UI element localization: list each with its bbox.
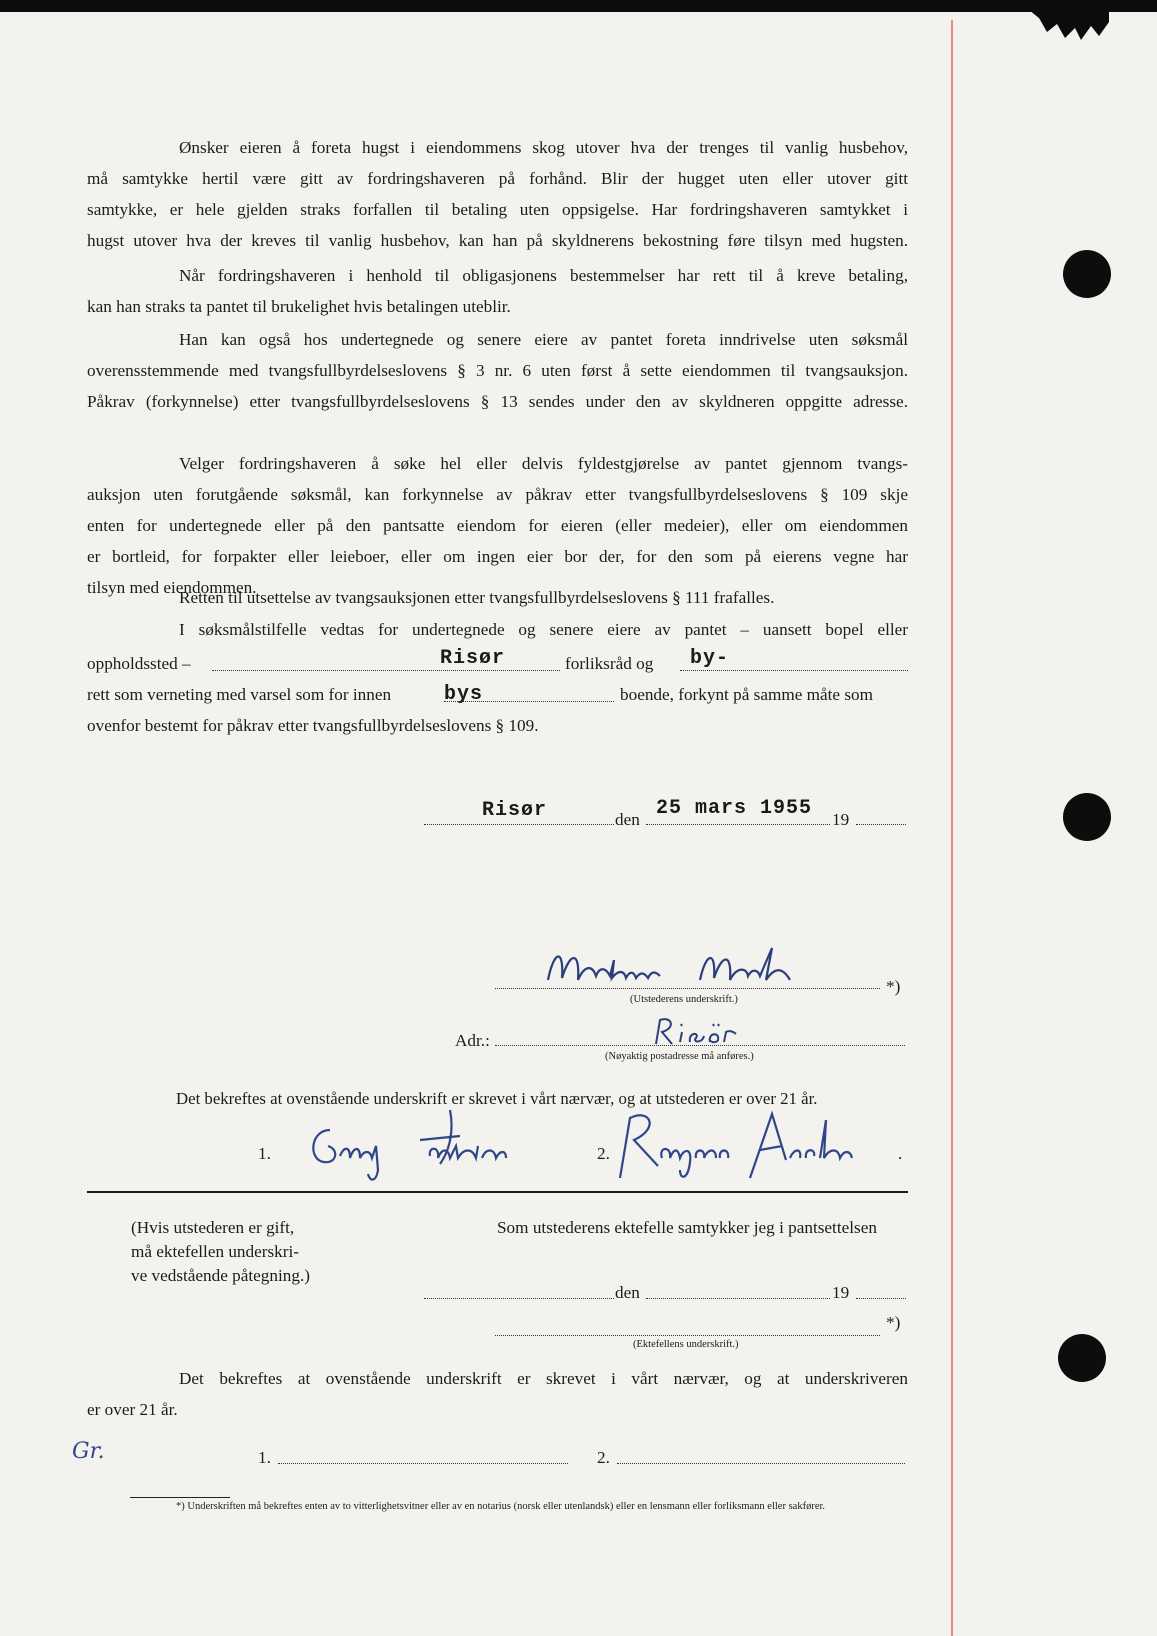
witness-period: . [898, 1144, 903, 1163]
spouse-note-line1: (Hvis utstederen er gift, [131, 1218, 295, 1237]
text-line: Påkrav (forkynnelse) etter tvangsfullbyrdelseslovens § 13 sendes under den av skyldneren oppgitte adresse. [87, 392, 908, 411]
text-line: samtykke, er hele gjelden straks forfallen til betaling uten oppsigelse. Har fordringshaveren samtykket i [87, 200, 908, 219]
text-line: hugst utover hva der kreves til vanlig husbehov, kan han på skyldnerens bekostning føre tilsyn med hugsten. [87, 231, 908, 250]
blank-line [424, 824, 614, 825]
margin-line [951, 20, 953, 1636]
blank-line [646, 824, 830, 825]
text-line: overensstemmende med tvangsfullbyrdelseslovens § 3 nr. 6 uten først å sette eiendommen til tvangsauksjon. [87, 361, 908, 380]
blank-line [444, 701, 614, 702]
spouse-consent: Som utstederens ektefelle samtykker jeg i pantsettelsen [497, 1218, 877, 1237]
punch-hole-bottom [1058, 1334, 1106, 1382]
text-line: må samtykke hertil være gitt av fordringshaveren på forhånd. Blir der hugget uten eller utover gitt [87, 169, 908, 188]
text-line: I søksmålstilfelle vedtas for undertegnede og senere eiere av pantet – uansett bopel eller [179, 620, 908, 639]
address-caption: (Nøyaktig postadresse må anføres.) [605, 1051, 754, 1062]
punch-hole-middle [1063, 793, 1111, 841]
torn-corner [1029, 10, 1109, 50]
venue-label-court: rett som verneting med varsel som for innen [87, 685, 392, 704]
issuer-signature-line [495, 988, 880, 989]
issuer-signature-caption: (Utstederens underskrift.) [630, 994, 738, 1005]
witness-number-1: 1. [258, 1144, 271, 1163]
witness2-initials: Gr. [72, 1439, 105, 1464]
spouse-note-line3: ve vedstående påtegning.) [131, 1266, 310, 1285]
text-line: auksjon uten forutgående søksmål, kan forkynnelse av påkrav etter tvangsfullbyrdelseslovens § 109 skje [87, 485, 908, 504]
venue-label-resident: boende, forkynt på samme måte som [620, 685, 873, 704]
text-line: Retten til utsettelse av tvangsauksjonen etter tvangsfullbyrdelseslovens § 111 frafalles. [179, 588, 775, 607]
blank-line [617, 1463, 905, 1464]
witness2-number-2: 2. [597, 1448, 610, 1467]
spouse-note-line2: må ektefellen underskri- [131, 1242, 299, 1261]
blank-line [856, 1298, 906, 1299]
text-line: er bortleid, for forpakter eller leieboer, eller om ingen eier bor der, for den som på eierens vegne har [87, 547, 908, 566]
text-line: tilsyn med eiendommen. [87, 578, 257, 597]
witness2-number-1: 1. [258, 1448, 271, 1467]
witness-statement: Det bekreftes at ovenstående underskrift er skrevet i vårt nærvær, og at utstederen er over 21 år. [176, 1089, 818, 1108]
spouse-den-label: den [615, 1283, 640, 1302]
filled-place: Risør [440, 647, 506, 670]
date-den-label: den [615, 810, 640, 829]
date-value: 25 mars 1955 [656, 797, 813, 820]
footnote: *) Underskriften må bekreftes enten av to vitterlighetsvitner eller av en notarius (norsk eller utenlandsk) eller en lensmann eller forliksmann eller sakfører. [176, 1501, 826, 1512]
footnote-rule [130, 1497, 230, 1498]
punch-hole-top [1063, 250, 1111, 298]
witness2-statement-line2: er over 21 år. [87, 1400, 178, 1419]
text-line: Ønsker eieren å foreta hugst i eiendommens skog utover hva der trenges til vanlig husbehov, [179, 138, 908, 157]
text-line: Velger fordringshaveren å søke hel eller delvis fyldestgjørelse av pantet gjennom tvangs- [179, 454, 908, 473]
blank-line [646, 1298, 830, 1299]
address-label: Adr.: [455, 1031, 490, 1050]
blank-line [212, 670, 560, 671]
section-divider [87, 1191, 908, 1193]
witness2-statement-line1: Det bekreftes at ovenstående underskrift er skrevet i vårt nærvær, og at underskriveren [179, 1369, 908, 1388]
date-year-prefix: 19 [832, 810, 850, 829]
text-line: kan han straks ta pantet til brukelighet hvis betalingen uteblir. [87, 297, 511, 316]
witness-number-2: 2. [597, 1144, 610, 1163]
address-line [495, 1045, 905, 1046]
filled-within: bys [444, 683, 484, 706]
blank-line [424, 1298, 614, 1299]
text-line: ovenfor bestemt for påkrav etter tvangsfullbyrdelseslovens § 109. [87, 716, 539, 735]
spouse-asterisk: *) [886, 1313, 901, 1332]
text-line: Han kan også hos undertegnede og senere eiere av pantet foreta inndrivelse uten søksmål [179, 330, 908, 349]
blank-line [278, 1463, 568, 1464]
date-place: Risør [482, 799, 548, 822]
witness-signature-1 [300, 1100, 540, 1190]
spouse-signature-line [495, 1335, 880, 1336]
blank-line [856, 824, 906, 825]
spouse-year-prefix: 19 [832, 1283, 850, 1302]
issuer-asterisk: *) [886, 977, 901, 996]
filled-court: by- [690, 647, 730, 670]
text-line: enten for undertegnede eller på den pantsatte eiendom for eieren (eller medeier), eller om eiendommen [87, 516, 908, 535]
venue-label-conciliation: forliksråd og [565, 654, 654, 673]
witness-signature-2 [600, 1100, 870, 1190]
text-line: Når fordringshaveren i henhold til obligasjonens bestemmelser har rett til å kreve betaling, [179, 266, 908, 285]
venue-label-residence: oppholdssted – [87, 654, 191, 673]
issuer-signature [540, 940, 860, 1000]
spouse-signature-caption: (Ektefellens underskrift.) [633, 1339, 739, 1350]
